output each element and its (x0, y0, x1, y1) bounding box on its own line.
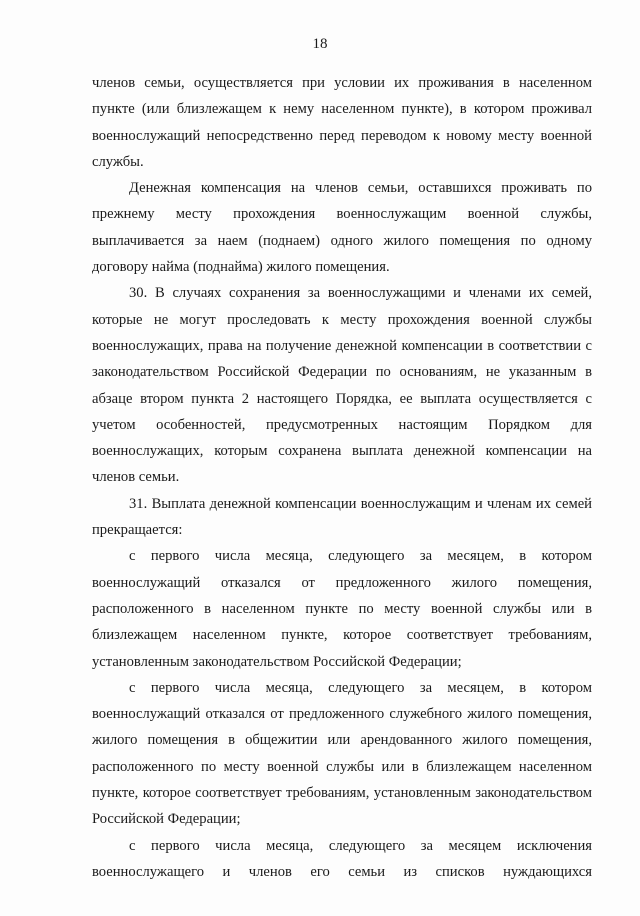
document-body (92, 70, 592, 885)
paragraph-termination-case-1: с первого числа месяца, следующего за месяцем, в котором военнослужащий отказался от предложенного жилого помещения, расположенного в населенном пункте по месту военной службы или в близлежащем населенном пункте, которое соответствует требованиям, установленным законодательством Российской Федерации; (92, 548, 592, 670)
paragraph-family-compensation: Денежная компенсация на членов семьи, оставшихся проживать по прежнему месту прохождения военнослужащим военной службы, выплачивается за наем (поднаем) одного жилого помещения по одному договору найма (поднайма) жилого помещения. (92, 180, 592, 276)
paragraph-termination-case-2: с первого числа месяца, следующего за месяцем, в котором военнослужащий отказался от предложенного служебного жилого помещения, жилого помещения в общежитии или арендованного жилого помещения, расположенного по месту военной службы или в близлежащем населенном пункте, которое соответствует требованиям, установленным законодательством Российской Федерации; (92, 679, 592, 828)
paragraph-item-31: 31. Выплата денежной компенсации военнослужащим и членам их семей прекращается: (92, 495, 592, 539)
paragraph-item-30: 30. В случаях сохранения за военнослужащими и членами их семей, которые не могут проследовать к месту прохождения военной службы военнослужащих, права на получение денежной компенсации в соответствии с законодательством Российской Федерации по основаниям, не указанным в абзаце втором пункта 2 настоящего Порядка, ее выплата осуществляется с учетом особенностей, предусмотренных настоящим Порядком для военнослужащих, которым сохранена выплата денежной компенсации на членов семьи. (92, 285, 592, 486)
paragraph-termination-case-3: с первого числа месяца, следующего за месяцем исключения военнослужащего и членов его семьи из списков нуждающихся (92, 837, 592, 880)
paragraph-continuation: членов семьи, осуществляется при условии их проживания в населенном пункте (или близлежащем к нему населенном пункте), в котором проживал военнослужащий непосредственно перед переводом к новому месту военной службы. (92, 75, 592, 170)
page-number: 18 (312, 36, 328, 52)
